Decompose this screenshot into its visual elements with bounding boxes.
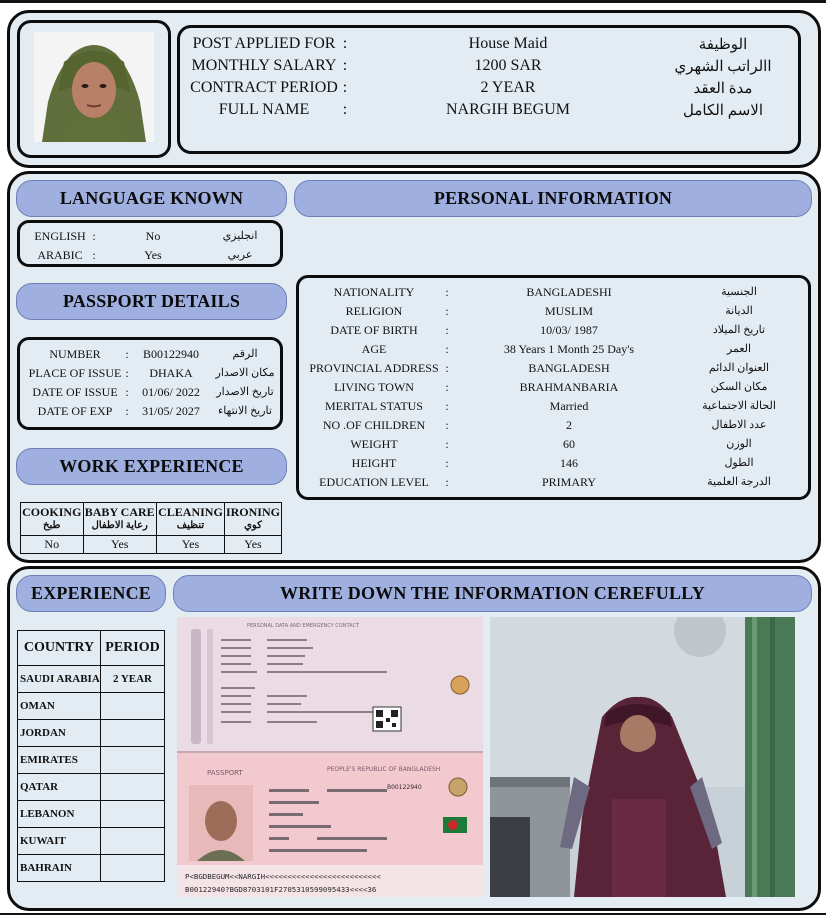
personal-row: [299, 342, 808, 361]
personal-row: [299, 418, 808, 437]
personal-row-arabic: الوزن: [726, 438, 752, 450]
work-skill-ar: تنظيف: [176, 520, 205, 531]
experience-title: EXPERIENCE: [16, 575, 166, 612]
colon: :: [445, 285, 449, 299]
language-row: [20, 248, 280, 267]
header-row-arabic: مدة العقد: [693, 81, 753, 97]
experience-period: [101, 720, 165, 747]
work-skill-value: Yes: [156, 536, 224, 554]
work-skill-value: Yes: [83, 536, 156, 554]
scan-country-line: PEOPLE'S REPUBLIC OF BANGLADESH: [327, 766, 441, 773]
language-row-value: Yes: [144, 248, 162, 262]
experience-period: [101, 774, 165, 801]
passport-row-arabic: مكان الاصدار: [215, 367, 275, 379]
personal-row: [299, 475, 808, 494]
experience-row: [18, 774, 165, 801]
personal-row: [299, 323, 808, 342]
personal-row-value: 146: [560, 456, 578, 470]
header-row-arabic: الاسم الكامل: [682, 103, 763, 119]
experience-country: KUWAIT: [18, 828, 101, 855]
passport-details-title: PASSPORT DETAILS: [16, 283, 287, 320]
work-skill-ar: طبخ: [43, 520, 61, 531]
experience-row: [18, 747, 165, 774]
language-row-arabic: عربي: [227, 249, 253, 261]
experience-country: JORDAN: [18, 720, 101, 747]
language-row-value: No: [145, 229, 161, 243]
passport-row-arabic: تاريخ الانتهاء: [218, 405, 272, 417]
personal-row-label: AGE: [361, 342, 387, 356]
personal-row-label: NATIONALITY: [333, 285, 415, 299]
mrz-line-2: B00122940?BGD8703101F2705310599095433<<<<36: [185, 885, 377, 894]
experience-country: BAHRAIN: [18, 855, 101, 882]
personal-row-arabic: الديانة: [725, 305, 753, 317]
language-row-label: ARABIC: [37, 248, 83, 262]
experience-country: SAUDI ARABIA: [18, 666, 101, 693]
passport-row-value: 31/05/ 2027: [142, 404, 200, 418]
country-column-header: COUNTRY: [18, 631, 101, 666]
colon: :: [342, 79, 348, 96]
personal-row: [299, 399, 808, 418]
passport-row-label: DATE OF ISSUE: [32, 385, 118, 399]
passport-row-label: DATE OF EXP: [37, 404, 113, 418]
candidate-portrait: [34, 32, 154, 142]
colon: :: [445, 304, 449, 318]
work-skill-header: [83, 503, 156, 536]
language-row-label: ENGLISH: [34, 229, 86, 243]
personal-row-label: PROVINCIAL ADDRESS: [309, 361, 439, 375]
passport-row-label: PLACE OF ISSUE: [28, 366, 122, 380]
experience-row: [18, 801, 165, 828]
personal-row-value: BANGLADESHI: [526, 285, 612, 299]
colon: :: [445, 437, 449, 451]
colon: :: [445, 399, 449, 413]
colon: :: [445, 456, 449, 470]
colon: :: [125, 347, 129, 361]
personal-row-arabic: الحالة الاجتماعية: [702, 400, 776, 412]
colon: :: [342, 101, 348, 118]
personal-row: [299, 304, 808, 323]
work-skill-header: [156, 503, 224, 536]
full-body-photo: [490, 617, 795, 897]
personal-row-value: 2: [566, 418, 572, 432]
personal-row-label: DATE OF BIRTH: [330, 323, 418, 337]
passport-row-value: B00122940: [142, 347, 199, 361]
header-row-label: POST APPLIED FOR: [192, 35, 336, 52]
colon: :: [342, 35, 348, 52]
personal-row-label: RELIGION: [345, 304, 403, 318]
colon: :: [125, 404, 129, 418]
work-skill-en: BABY CARE: [84, 505, 155, 519]
work-skill-value: No: [21, 536, 84, 554]
language-row-arabic: انجليزي: [222, 230, 258, 242]
colon: :: [445, 323, 449, 337]
work-skill-en: IRONING: [225, 505, 280, 519]
personal-row-arabic: عدد الاطفال: [711, 419, 767, 431]
colon: :: [342, 57, 348, 74]
mrz-line-1: P<BGDBEGUM<<NARGIH<<<<<<<<<<<<<<<<<<<<<<<<<<: [185, 872, 381, 881]
header-row-value: 2 YEAR: [480, 79, 536, 96]
experience-country: LEBANON: [18, 801, 101, 828]
work-skill-ar: رعاية الاطفال: [91, 520, 148, 531]
header-row: [180, 35, 798, 57]
experience-country: EMIRATES: [18, 747, 101, 774]
header-row-value: NARGIH BEGUM: [446, 101, 570, 118]
notice-banner: WRITE DOWN THE INFORMATION CEREFULLY: [173, 575, 812, 612]
personal-row-value: MUSLIM: [544, 304, 593, 318]
personal-row-value: BANGLADESH: [528, 361, 610, 375]
colon: :: [92, 248, 96, 262]
personal-row-label: LIVING TOWN: [334, 380, 414, 394]
colon: :: [92, 229, 96, 243]
experience-period: [101, 747, 165, 774]
experience-country: QATAR: [18, 774, 101, 801]
colon: :: [445, 418, 449, 432]
personal-row-arabic: مكان السكن: [710, 381, 768, 393]
experience-row: [18, 720, 165, 747]
personal-row-value: BRAHMANBARIA: [519, 380, 619, 394]
experience-period: [101, 828, 165, 855]
colon: :: [125, 366, 129, 380]
work-skill-en: CLEANING: [158, 505, 223, 519]
header-row-arabic: الوظيفة: [698, 37, 748, 53]
header-row: [180, 101, 798, 123]
colon: :: [125, 385, 129, 399]
personal-row: [299, 380, 808, 399]
experience-period: 2 YEAR: [101, 666, 165, 693]
header-row-label: CONTRACT PERIOD: [190, 79, 338, 96]
personal-row-label: NO .OF CHILDREN: [322, 418, 426, 432]
passport-scan-image: [177, 617, 483, 897]
passport-box: [17, 337, 283, 430]
header-row: [180, 79, 798, 101]
header-row-value: 1200 SAR: [474, 57, 542, 74]
passport-row: [20, 404, 280, 423]
passport-row-arabic: الرقم: [232, 348, 258, 360]
experience-period: [101, 693, 165, 720]
language-title: LANGUAGE KNOWN: [16, 180, 287, 217]
language-row: [20, 229, 280, 248]
work-skill-ar: كوي: [244, 520, 262, 531]
personal-row-arabic: الطول: [724, 457, 754, 469]
scan-passport-word: PASSPORT: [207, 769, 243, 777]
language-box: [17, 220, 283, 267]
personal-row-value: 38 Years 1 Month 25 Day's: [503, 342, 635, 356]
personal-row: [299, 361, 808, 380]
personal-info-box: [296, 275, 811, 500]
header-row-label: MONTHLY SALARY: [191, 57, 337, 74]
experience-period: [101, 801, 165, 828]
personal-row-label: EDUCATION LEVEL: [319, 475, 429, 489]
passport-row-label: NUMBER: [49, 347, 101, 361]
experience-period: [101, 855, 165, 882]
personal-row-value: 60: [563, 437, 575, 451]
personal-row-label: WEIGHT: [350, 437, 398, 451]
work-experience-title: WORK EXPERIENCE: [16, 448, 287, 485]
passport-row-value: DHAKA: [149, 366, 193, 380]
personal-info-title: PERSONAL INFORMATION: [294, 180, 812, 217]
personal-row-arabic: الدرجة العلمية: [707, 476, 771, 488]
passport-row-arabic: تاريخ الاصدار: [216, 386, 274, 398]
personal-row-arabic: العنوان الدائم: [708, 362, 770, 374]
colon: :: [445, 342, 449, 356]
passport-row: [20, 385, 280, 404]
personal-row-label: MERITAL STATUS: [325, 399, 423, 413]
work-skill-value: Yes: [224, 536, 281, 554]
experience-country: OMAN: [18, 693, 101, 720]
work-skill-header: [21, 503, 84, 536]
passport-row: [20, 347, 280, 366]
passport-row: [20, 366, 280, 385]
personal-row-arabic: الجنسية: [721, 286, 757, 298]
passport-row-value: 01/06/ 2022: [142, 385, 200, 399]
work-skill-en: COOKING: [22, 505, 82, 519]
scan-doc-number: B00122940: [387, 784, 422, 791]
header-row-label: FULL NAME: [218, 101, 310, 118]
header-info-box: [177, 25, 801, 154]
work-skill-header: [224, 503, 281, 536]
colon: :: [445, 475, 449, 489]
work-experience-table: [20, 502, 282, 554]
scan-header-text: PERSONAL DATA AND EMERGENCY CONTACT: [247, 623, 360, 629]
personal-row-arabic: العمر: [726, 343, 752, 355]
bottom-rule: [0, 913, 826, 915]
personal-row-value: PRIMARY: [541, 475, 597, 489]
personal-row: [299, 437, 808, 456]
personal-row-value: 10/03/ 1987: [540, 323, 598, 337]
colon: :: [445, 380, 449, 394]
personal-row-label: HEIGHT: [351, 456, 397, 470]
top-rule: [0, 0, 826, 3]
header-row-arabic: االراتب الشهري: [674, 59, 772, 75]
header-row-value: House Maid: [468, 35, 548, 52]
experience-row: [18, 855, 165, 882]
personal-row: [299, 285, 808, 304]
period-column-header: PERIOD: [101, 631, 165, 666]
experience-row: [18, 828, 165, 855]
header-row: [180, 57, 798, 79]
personal-row-value: Married: [549, 399, 589, 413]
experience-row: [18, 666, 165, 693]
colon: :: [445, 361, 449, 375]
experience-table: [17, 630, 165, 882]
personal-row-arabic: تاريخ الميلاد: [712, 324, 766, 336]
experience-row: [18, 693, 165, 720]
personal-row: [299, 456, 808, 475]
